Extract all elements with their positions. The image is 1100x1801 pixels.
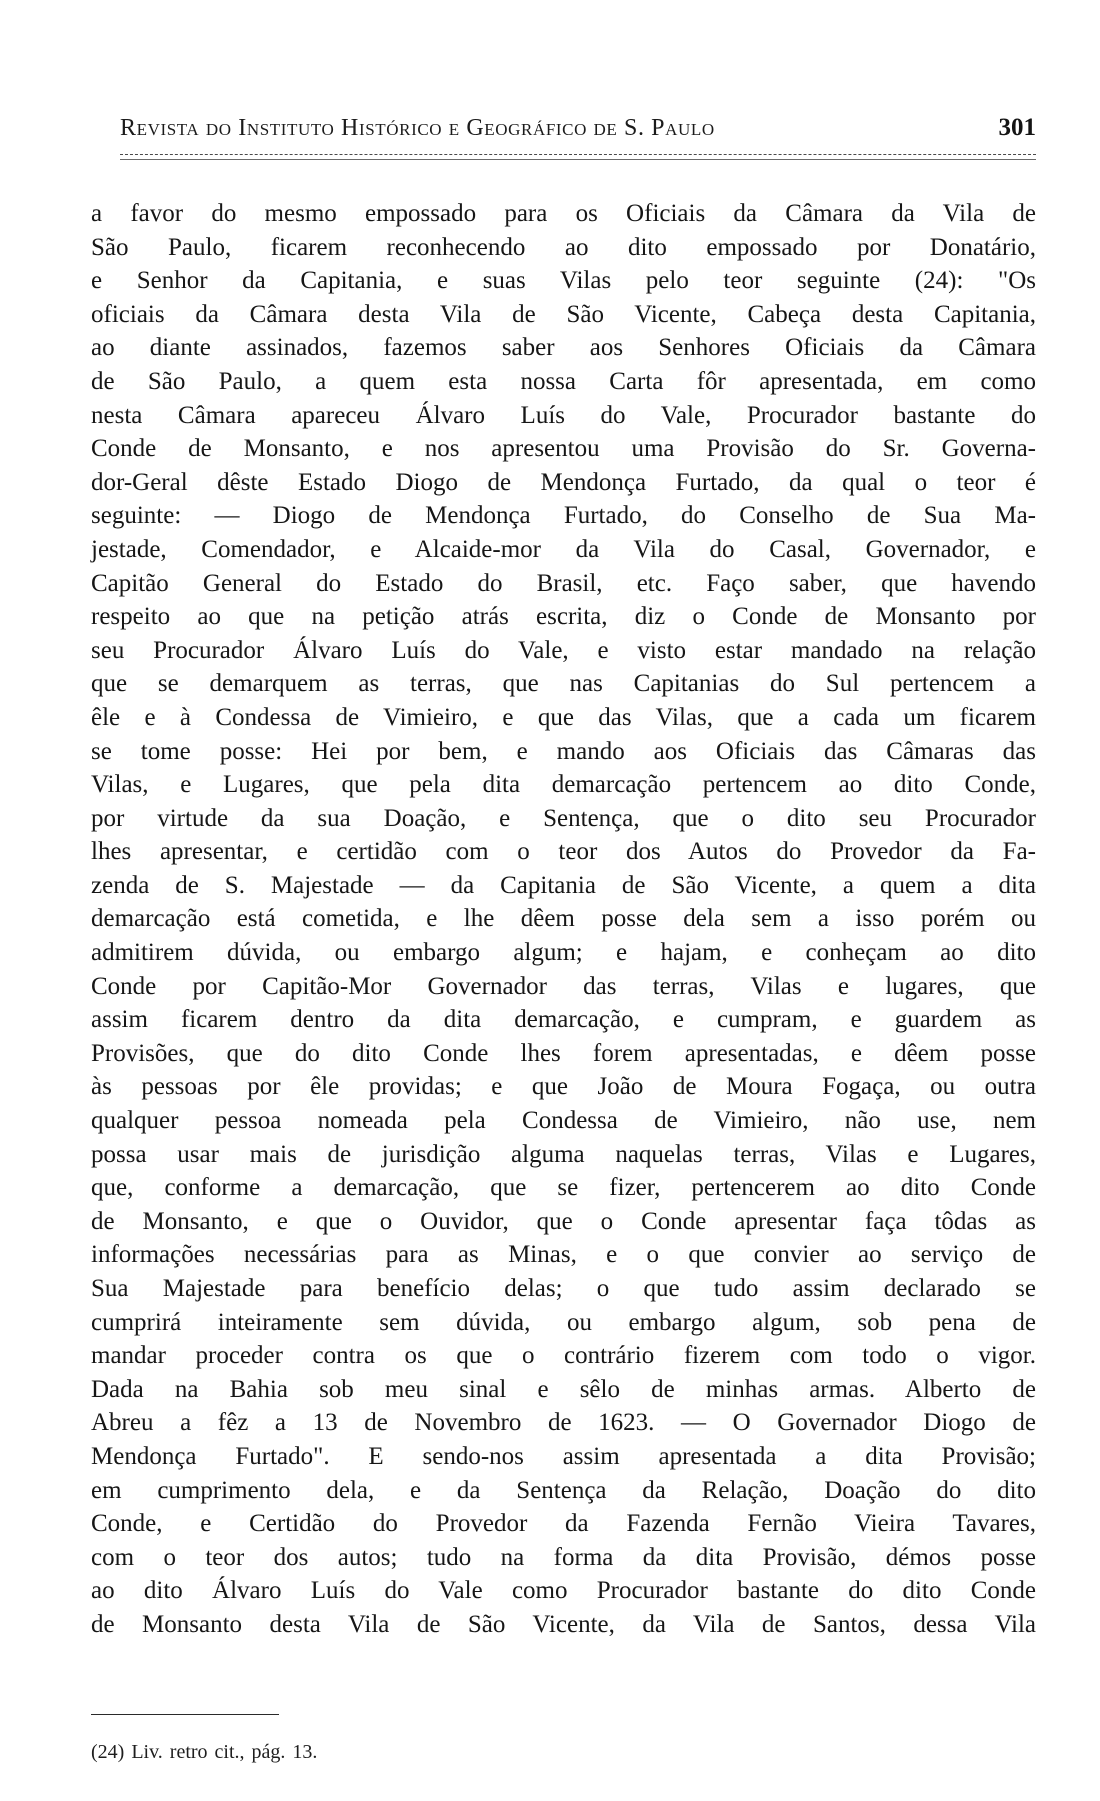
text-line: respeito ao que na petição atrás escrita, diz o Conde de Monsanto por xyxy=(91,603,1036,631)
text-line: demarcação está cometida, e lhe dêem posse dela sem a isso porém ou xyxy=(91,905,1036,933)
text-line: ao dito Álvaro Luís do Vale como Procurador bastante do dito Conde xyxy=(91,1577,1036,1605)
text-line: admitirem dúvida, ou embargo algum; e hajam, e conheçam ao dito xyxy=(91,939,1036,967)
text-line: com o teor dos autos; tudo na forma da dita Provisão, démos posse xyxy=(91,1543,1036,1571)
text-line: informações necessárias para as Minas, e o que convier ao serviço de xyxy=(91,1241,1036,1269)
header-rule xyxy=(120,154,1036,155)
text-line: Capitão General do Estado do Brasil, etc. Faço saber, que havendo xyxy=(91,569,1036,597)
text-line: jestade, Comendador, e Alcaide-mor da Vila do Casal, Governador, e xyxy=(91,535,1036,563)
text-line: às pessoas por êle providas; e que João de Moura Fogaça, ou outra xyxy=(91,1073,1036,1101)
text-line: Conde de Monsanto, e nos apresentou uma Provisão do Sr. Governa- xyxy=(91,435,1036,463)
footnote: (24) Liv. retro cit., pág. 13. xyxy=(91,1741,318,1763)
text-line: que se demarquem as terras, que nas Capitanias do Sul pertencem a xyxy=(91,670,1036,698)
footnote-rule xyxy=(91,1714,279,1715)
text-line: a favor do mesmo empossado para os Oficiais da Câmara da Vila de xyxy=(91,200,1036,227)
text-line: possa usar mais de jurisdição alguma naquelas terras, Vilas e Lugares, xyxy=(91,1140,1036,1168)
text-line: Dada na Bahia sob meu sinal e sêlo de minhas armas. Alberto de xyxy=(91,1375,1036,1403)
text-line: em cumprimento dela, e da Sentença da Relação, Doação do dito xyxy=(91,1476,1036,1504)
text-line: Conde por Capitão-Mor Governador das terras, Vilas e lugares, que xyxy=(91,972,1036,1000)
text-line: Conde, e Certidão do Provedor da Fazenda Fernão Vieira Tavares, xyxy=(91,1510,1036,1538)
body-text xyxy=(91,197,1036,1642)
page-number: 301 xyxy=(998,114,1036,141)
text-line: nesta Câmara apareceu Álvaro Luís do Vale, Procurador bastante do xyxy=(91,401,1036,429)
text-line: Mendonça Furtado". E sendo-nos assim apresentada a dita Provisão; xyxy=(91,1442,1036,1470)
text-line: de Monsanto, e que o Ouvidor, que o Conde apresentar faça tôdas as xyxy=(91,1207,1036,1235)
text-line: lhes apresentar, e certidão com o teor dos Autos do Provedor da Fa- xyxy=(91,838,1036,866)
running-title: Revista do Instituto Histórico e Geográfico de S. Paulo xyxy=(120,115,715,141)
text-line: qualquer pessoa nomeada pela Condessa de Vimieiro, não use, nem xyxy=(91,1107,1036,1135)
text-line: mandar proceder contra os que o contrário fizerem com todo o vigor. xyxy=(91,1342,1036,1370)
text-line: de São Paulo, a quem esta nossa Carta fôr apresentada, em como xyxy=(91,367,1036,395)
text-line: de Monsanto desta Vila de São Vicente, da Vila de Santos, dessa Vila xyxy=(91,1610,1036,1638)
text-line: êle e à Condessa de Vimieiro, e que das Vilas, que a cada um ficarem xyxy=(91,703,1036,731)
text-line: por virtude da sua Doação, e Sentença, que o dito seu Procurador xyxy=(91,804,1036,832)
text-line: São Paulo, ficarem reconhecendo ao dito empossado por Donatário, xyxy=(91,233,1036,261)
text-line: se tome posse: Hei por bem, e mando aos Oficiais das Câmaras das xyxy=(91,737,1036,765)
text-line: Vilas, e Lugares, que pela dita demarcação pertencem ao dito Conde, xyxy=(91,771,1036,799)
text-line: Abreu a fêz a 13 de Novembro de 1623. — O Governador Diogo de xyxy=(91,1409,1036,1437)
text-line: Sua Majestade para benefício delas; o que tudo assim declarado se xyxy=(91,1275,1036,1302)
text-line: e Senhor da Capitania, e suas Vilas pelo teor seguinte (24): "Os xyxy=(91,267,1036,295)
text-line: que, conforme a demarcação, que se fizer, pertencerem ao dito Conde xyxy=(91,1174,1036,1202)
text-line: seguinte: — Diogo de Mendonça Furtado, do Conselho de Sua Ma- xyxy=(91,502,1036,530)
text-line: dor-Geral dêste Estado Diogo de Mendonça Furtado, da qual o teor é xyxy=(91,468,1036,496)
text-line: ao diante assinados, fazemos saber aos Senhores Oficiais da Câmara xyxy=(91,334,1036,362)
text-line: assim ficarem dentro da dita demarcação, e cumpram, e guardem as xyxy=(91,1006,1036,1034)
text-line: oficiais da Câmara desta Vila de São Vicente, Cabeça desta Capitania, xyxy=(91,300,1036,328)
text-line: seu Procurador Álvaro Luís do Vale, e visto estar mandado na relação xyxy=(91,636,1036,664)
text-line: zenda de S. Majestade — da Capitania de São Vicente, a quem a dita xyxy=(91,871,1036,899)
running-header xyxy=(120,114,1036,148)
text-line: cumprirá inteiramente sem dúvida, ou embargo algum, sob pena de xyxy=(91,1308,1036,1336)
text-line: Provisões, que do dito Conde lhes forem apresentadas, e dêem posse xyxy=(91,1039,1036,1067)
header-rule-lower xyxy=(120,159,1036,160)
